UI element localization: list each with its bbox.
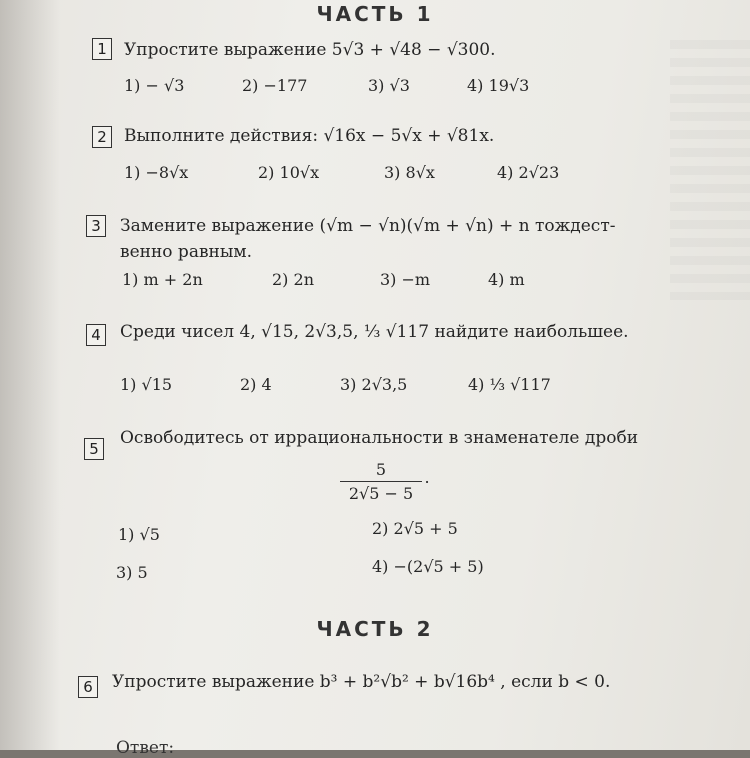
bleed-through [670, 40, 750, 300]
answer-label-cut: Ответ: [116, 738, 175, 758]
task-3-answer-1: 1) m + 2n [122, 270, 203, 289]
fraction-denominator: 2√5 − 5 [348, 484, 414, 503]
task-3-answer-4: 4) m [488, 270, 525, 289]
task-5-fraction [340, 460, 422, 503]
task-5-answer-1: 1) √5 [118, 525, 160, 544]
task-4-answer-4: 4) ⅓ √117 [468, 375, 551, 394]
task-4-number: 4 [86, 324, 106, 346]
task-2-answer-4: 4) 2√23 [497, 163, 560, 182]
task-4-answer-1: 1) √15 [120, 375, 173, 394]
task-2-answer-3: 3) 8√x [384, 163, 435, 182]
task-1-answer-3: 3) √3 [368, 76, 410, 95]
task-5-answer-2: 2) 2√5 + 5 [372, 519, 458, 538]
task-1-answer-1: 1) − √3 [124, 76, 185, 95]
task-4-answer-3: 3) 2√3,5 [340, 375, 408, 394]
fraction-numerator: 5 [375, 460, 387, 479]
task-5-text: Освободитесь от иррациональности в знаменателе дроби [120, 428, 639, 448]
task-5-number: 5 [84, 438, 104, 460]
task-5-answer-3: 3) 5 [116, 563, 148, 582]
task-4-text: Среди чисел 4, √15, 2√3,5, ⅓ √117 найдите наибольшее. [120, 322, 629, 342]
task-1-number: 1 [92, 38, 112, 60]
task-2-answer-1: 1) −8√x [124, 163, 189, 182]
task-6-number: 6 [78, 676, 98, 698]
task-2-number: 2 [92, 126, 112, 148]
task-3-answer-2: 2) 2n [272, 270, 314, 289]
fraction-bar [340, 481, 422, 482]
task-1-answer-4: 4) 19√3 [467, 76, 530, 95]
fraction-period: . [424, 468, 430, 487]
task-3-text-line-2: венно равным. [120, 242, 253, 262]
task-6-text: Упростите выражение b³ + b²√b² + b√16b⁴ , если b < 0. [112, 672, 611, 692]
task-1-text: Упростите выражение 5√3 + √48 − √300. [124, 40, 496, 60]
task-2-answer-2: 2) 10√x [258, 163, 320, 182]
part-2-heading: ЧАСТЬ 2 [316, 617, 434, 641]
task-4-answer-2: 2) 4 [240, 375, 272, 394]
task-5-answer-4: 4) −(2√5 + 5) [372, 557, 484, 576]
task-1-answer-2: 2) −177 [242, 76, 308, 95]
task-2-text: Выполните действия: √16x − 5√x + √81x. [124, 126, 495, 146]
part-1-heading: ЧАСТЬ 1 [316, 2, 434, 26]
task-3-text: Замените выражение (√m − √n)(√m + √n) + n тождест- [120, 216, 616, 236]
task-3-number: 3 [86, 215, 106, 237]
task-3-answer-3: 3) −m [380, 270, 431, 289]
